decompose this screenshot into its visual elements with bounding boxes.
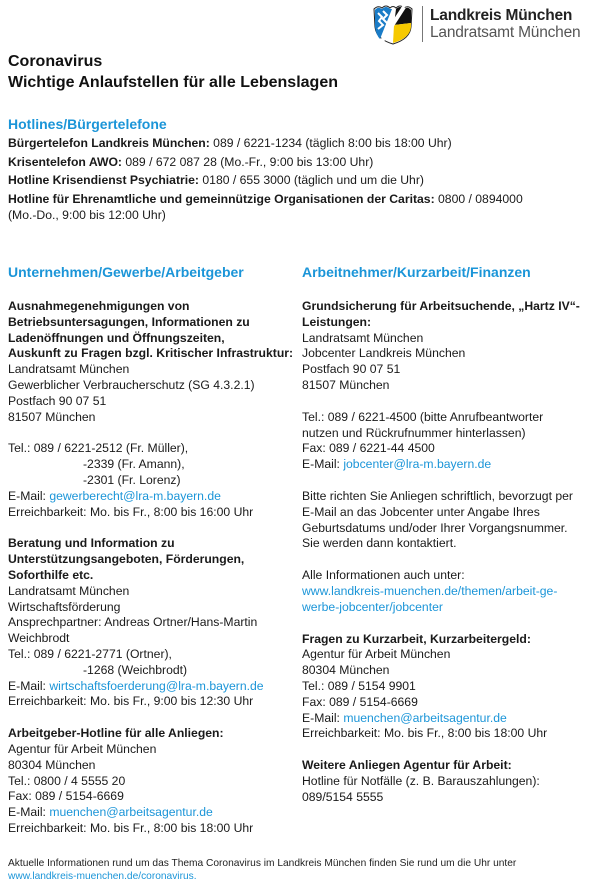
email-link[interactable]: muenchen@arbeitsagentur.de <box>343 710 507 725</box>
spacer <box>302 473 598 489</box>
email-label: E-Mail: <box>302 710 344 725</box>
footer <box>8 857 598 883</box>
page-title-line1: Coronavirus <box>8 53 103 70</box>
note-line: Geburtsdatums und/oder Ihrer Vorgangsnummer. <box>302 520 568 535</box>
block-title: Ladenöffnungen und Öffnungszeiten, <box>8 330 225 345</box>
logo-title: Landkreis München <box>430 7 573 24</box>
phone-line: -1268 (Weichbrodt) <box>83 662 188 677</box>
block-title: Arbeitgeber-Hotline für alle Anliegen: <box>8 726 224 741</box>
phone-line: Tel.: 089 / 6221-2771 (Ortner), <box>8 646 172 661</box>
info-line: Hotline für Notfälle (z. B. Barauszahlungen): <box>302 773 540 788</box>
email-line <box>8 805 296 821</box>
page-title <box>8 51 338 93</box>
hotline-value: 089 / 672 087 28 (Mo.-Fr., 9:00 bis 13:00 Uhr) <box>121 154 374 169</box>
hotline-item <box>8 153 598 172</box>
hotline-label: Krisentelefon AWO: <box>8 154 122 169</box>
exemptions-block <box>8 299 296 520</box>
hotline-item <box>8 134 598 153</box>
employers-heading: Unternehmen/Gewerbe/Arbeitgeber <box>8 264 244 280</box>
hotlines-section <box>8 115 598 223</box>
employees-heading: Arbeitnehmer/Kurzarbeit/Finanzen <box>302 264 531 280</box>
email-link[interactable]: gewerberecht@lra-m.bayern.de <box>49 488 221 503</box>
spacer <box>8 425 296 441</box>
hotline-value-cont: (Mo.-Do., 9:00 bis 12:00 Uhr) <box>8 208 166 222</box>
email-label: E-Mail: <box>8 678 50 693</box>
fax-line: Fax: 089 / 5154-6669 <box>8 789 124 804</box>
short-time-work-block <box>302 632 598 743</box>
block-title: Leistungen: <box>302 314 372 329</box>
funding-block <box>8 536 296 710</box>
email-link[interactable]: muenchen@arbeitsagentur.de <box>49 805 213 820</box>
block-title: Auskunft zu Fragen bzgl. Kritischer Infrastruktur: <box>8 346 294 361</box>
fax-line: Fax: 089 / 6221-44 4500 <box>302 441 435 456</box>
page-title-line2: Wichtige Anlaufstellen für alle Lebenslagen <box>8 74 338 91</box>
employer-hotline-block <box>8 726 296 837</box>
other-requests-block <box>302 758 598 805</box>
phone-line: Tel.: 089 / 5154 9901 <box>302 678 416 693</box>
spacer <box>302 552 598 568</box>
email-line <box>302 457 598 473</box>
footer-link[interactable]: www.landkreis-muenchen.de/coronavirus. <box>8 871 197 882</box>
spacer <box>302 394 598 410</box>
block-title: Weitere Anliegen Agentur für Arbeit: <box>302 758 512 773</box>
address-line: Postfach 90 07 51 <box>8 393 107 408</box>
jobcenter-block <box>302 299 598 616</box>
hotline-item <box>8 171 598 190</box>
phone-line: Tel.: 0800 / 4 5555 20 <box>8 773 126 788</box>
info-label: Alle Informationen auch unter: <box>302 568 465 583</box>
address-line: Landratsamt München <box>8 583 130 598</box>
address-line: Jobcenter Landkreis München <box>302 346 466 361</box>
phone-line: Tel.: 089 / 6221-2512 (Fr. Müller), <box>8 441 189 456</box>
hotline-label: Hotline für Ehrenamtliche und gemeinnützige Organisationen der Caritas: <box>8 191 435 206</box>
address-line: Landratsamt München <box>8 362 130 377</box>
email-label: E-Mail: <box>8 805 50 820</box>
email-label: E-Mail: <box>8 488 50 503</box>
hours-line: Erreichbarkeit: Mo. bis Fr., 8:00 bis 18:00 Uhr <box>302 726 548 741</box>
email-line <box>8 679 296 695</box>
address-line: Gewerblicher Verbraucherschutz (SG 4.3.2.1) <box>8 377 255 392</box>
address-line: Agentur für Arbeit München <box>302 647 451 662</box>
hotline-label: Bürgertelefon Landkreis München: <box>8 136 210 150</box>
address-line: Landratsamt München <box>302 330 424 345</box>
address-line: 81507 München <box>8 409 96 424</box>
block-title: Beratung und Information zu <box>8 536 175 551</box>
email-line <box>8 489 296 505</box>
address-line: Agentur für Arbeit München <box>8 741 157 756</box>
phone-line: -2339 (Fr. Amann), <box>83 457 185 472</box>
email-link[interactable]: jobcenter@lra-m.bayern.de <box>343 457 492 472</box>
address-line: 80304 München <box>8 757 96 772</box>
address-line: Wirtschaftsförderung <box>8 599 121 614</box>
hotline-value: 089 / 6221-1234 (täglich 8:00 bis 18:00 Uhr) <box>209 136 452 150</box>
email-line <box>302 711 598 727</box>
email-link[interactable]: wirtschaftsfoerderung@lra-m.bayern.de <box>49 678 264 693</box>
phone-line: Tel.: 089 / 6221-4500 (bitte Anrufbeantworter <box>302 409 544 424</box>
hotline-value: 0180 / 655 3000 (täglich und um die Uhr) <box>199 173 424 187</box>
logo-divider <box>422 6 423 42</box>
logo <box>370 2 580 46</box>
coat-of-arms-icon <box>370 3 416 45</box>
note-line: Sie werden dann kontaktiert. <box>302 536 457 551</box>
hotline-label: Hotline Krisendienst Psychiatrie: <box>8 173 199 187</box>
block-title: Soforthilfe etc. <box>8 567 94 582</box>
footer-text: Aktuelle Informationen rund um das Thema Coronavirus im Landkreis München finden Sie rund um die Uhr unter <box>8 858 517 869</box>
hotline-item <box>8 190 598 209</box>
address-line: Ansprechpartner: Andreas Ortner/Hans-Martin <box>8 615 258 630</box>
hotlines-heading: Hotlines/Bürgertelefone <box>8 116 167 132</box>
phone-line: -2301 (Fr. Lorenz) <box>83 472 181 487</box>
hours-line: Erreichbarkeit: Mo. bis Fr., 8:00 bis 18:00 Uhr <box>8 820 254 835</box>
block-title: Unterstützungsangeboten, Förderungen, <box>8 552 245 567</box>
phone-line: nutzen und Rückrufnummer hinterlassen) <box>302 425 526 440</box>
block-title: Grundsicherung für Arbeitsuchende, „Hartz IV“- <box>302 299 580 313</box>
phone-line: 089/5154 5555 <box>302 789 384 804</box>
note-line: Bitte richten Sie Anliegen schriftlich, bevorzugt per <box>302 488 573 503</box>
hotline-value: 0800 / 0894000 <box>434 191 523 206</box>
logo-subtitle: Landratsamt München <box>430 24 581 41</box>
note-line: E-Mail an das Jobcenter unter Angabe Ihres <box>302 504 540 519</box>
employers-column <box>8 263 296 853</box>
hours-line: Erreichbarkeit: Mo. bis Fr., 9:00 bis 12:30 Uhr <box>8 694 254 709</box>
employees-column <box>302 263 598 822</box>
block-title: Betriebsuntersagungen, Informationen zu <box>8 314 250 329</box>
jobcenter-url-link[interactable]: www.landkreis-muenchen.de/themen/arbeit-ge- <box>302 583 558 598</box>
block-title: Ausnahmegenehmigungen von <box>8 299 190 313</box>
fax-line: Fax: 089 / 5154-6669 <box>302 694 418 709</box>
hours-line: Erreichbarkeit: Mo. bis Fr., 8:00 bis 16:00 Uhr <box>8 504 254 519</box>
email-label: E-Mail: <box>302 457 344 472</box>
address-line: 80304 München <box>302 663 390 678</box>
address-line: 81507 München <box>302 377 390 392</box>
address-line: Postfach 90 07 51 <box>302 362 401 377</box>
address-line: Weichbrodt <box>8 631 70 646</box>
block-title: Fragen zu Kurzarbeit, Kurzarbeitergeld: <box>302 631 531 646</box>
jobcenter-url-link[interactable]: werbe-jobcenter/jobcenter <box>302 599 443 614</box>
